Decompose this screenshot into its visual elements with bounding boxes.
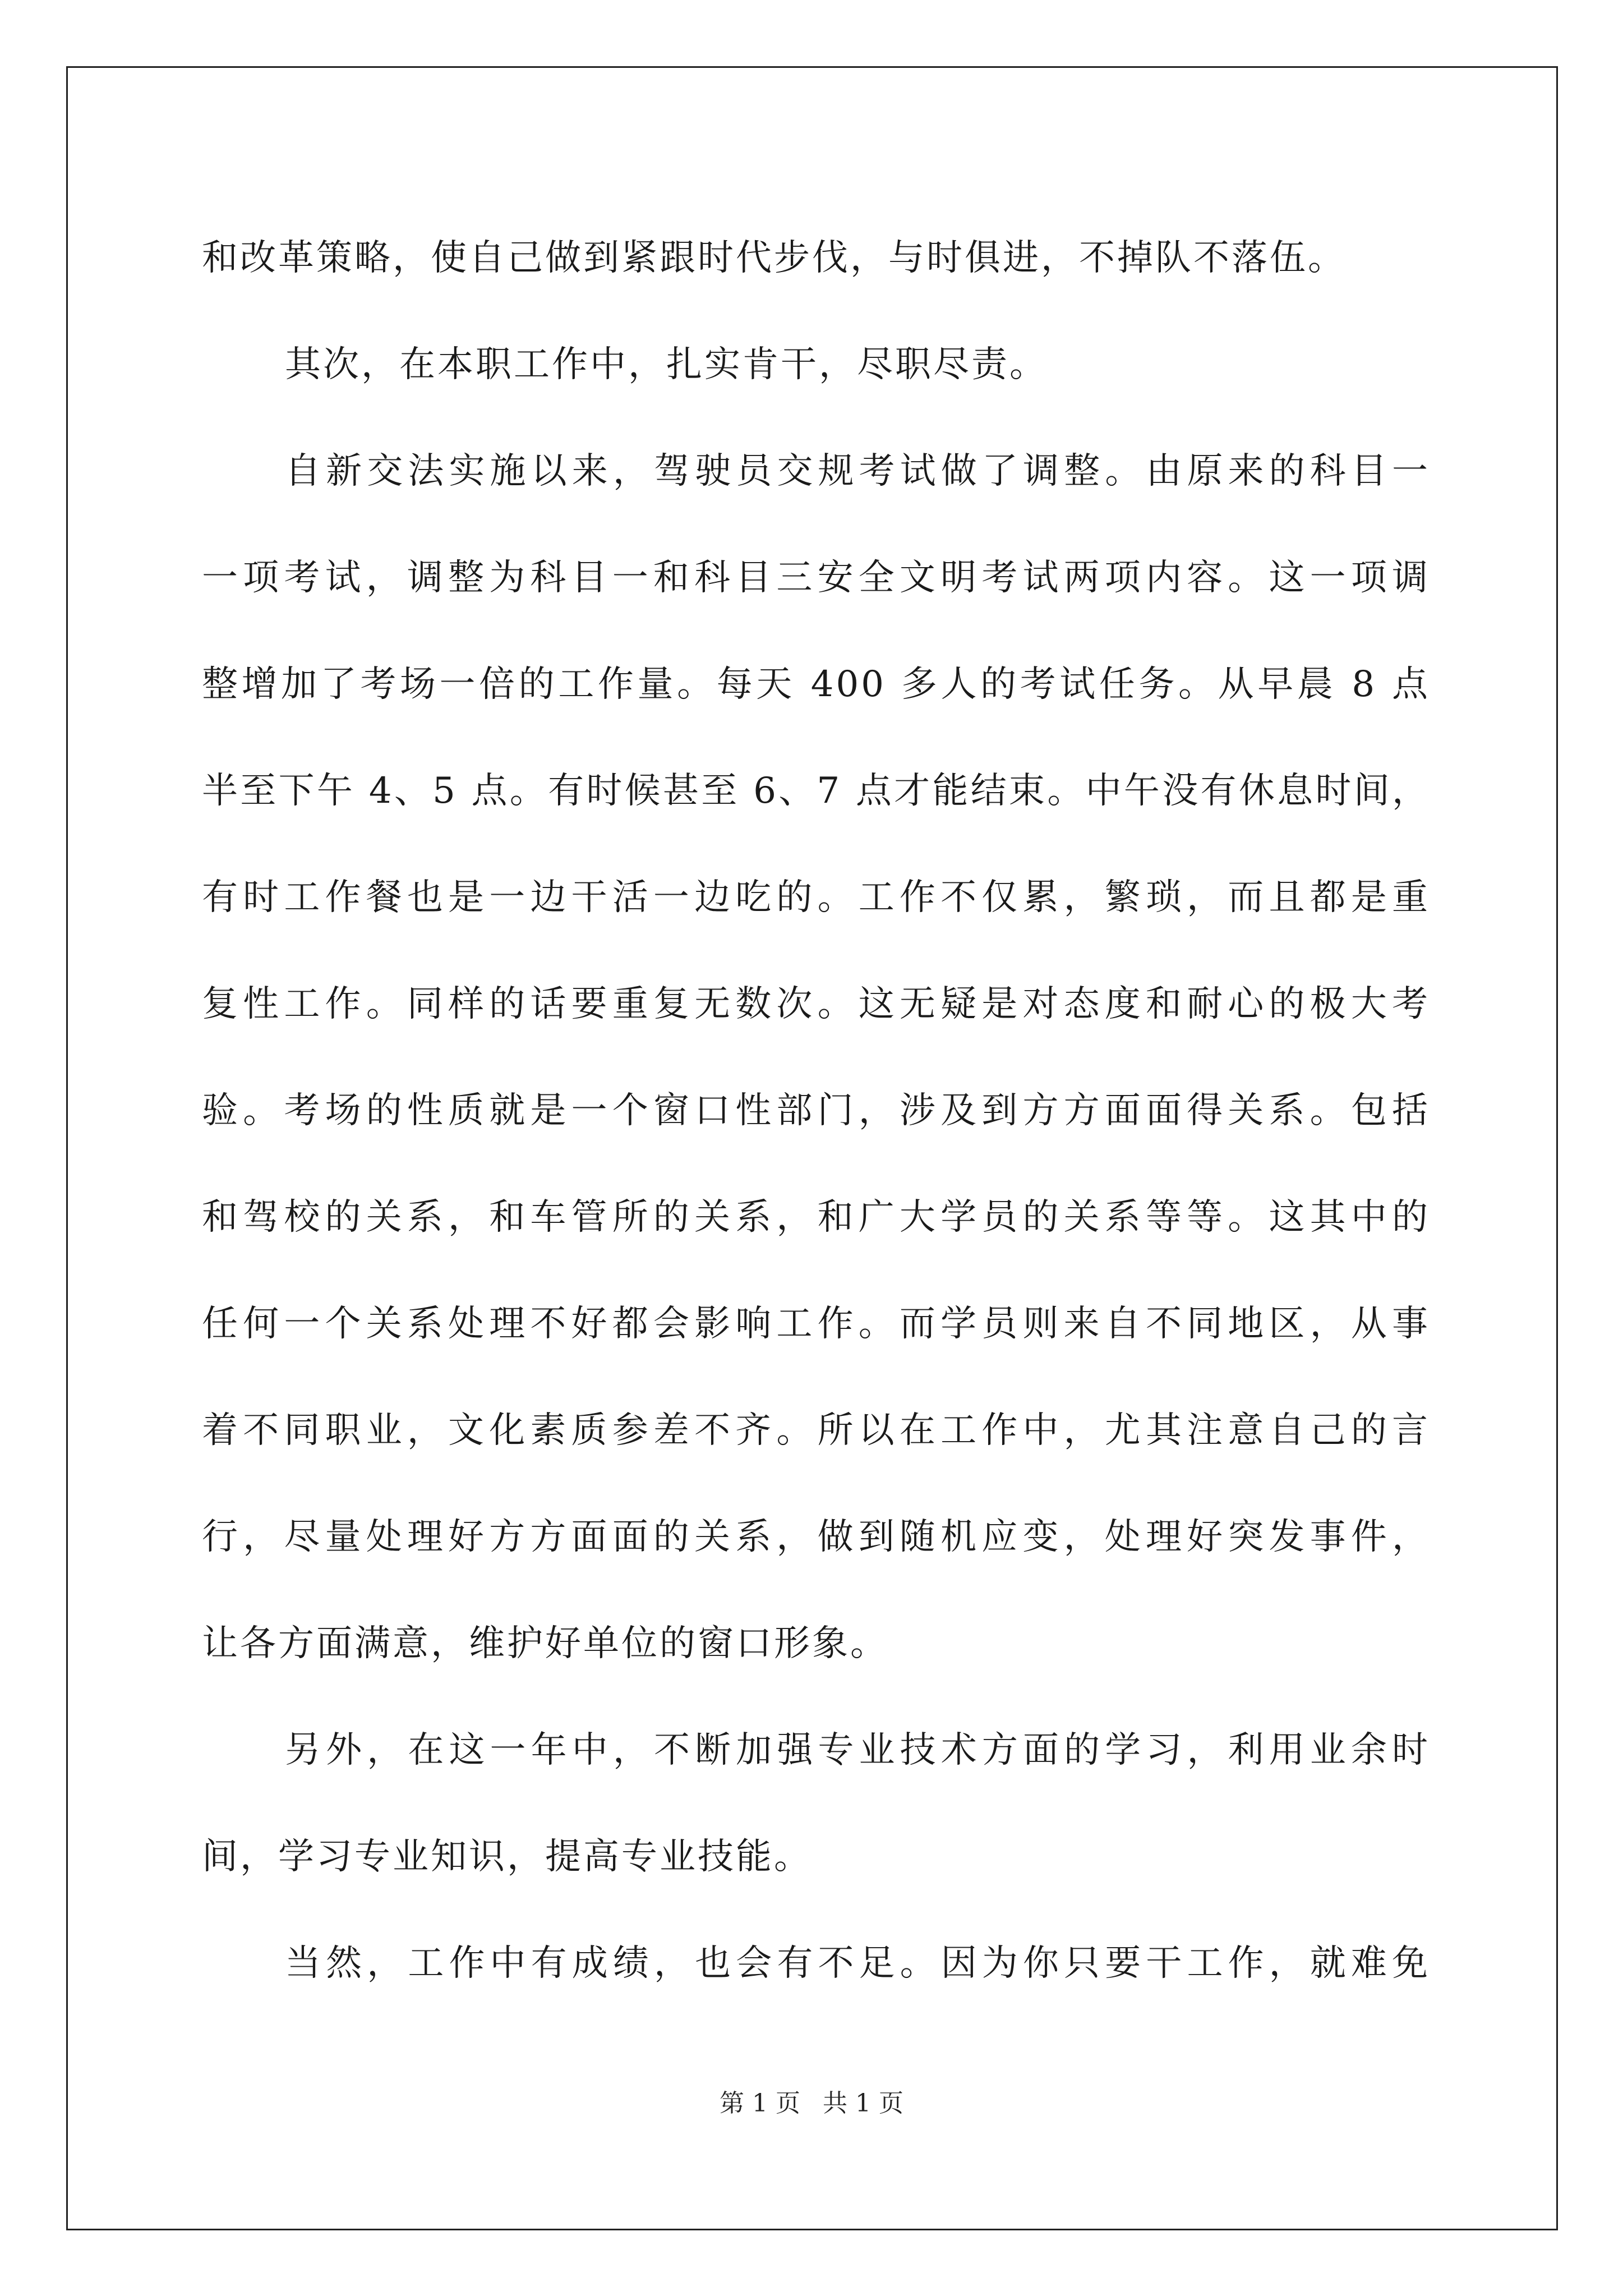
page-total: 共 1 页 <box>823 2089 903 2118</box>
text-line: 和改革策略，使自己做到紧跟时代步伐，与时俱进，不掉队不落伍。 <box>202 237 1346 279</box>
text-line: 任何一个关系处理不好都会影响工作。而学员则来自不同地区，从事 <box>202 1303 1430 1345</box>
text-line: 让各方面满意，维护好单位的窗口形象。 <box>202 1623 888 1664</box>
page-footer <box>0 2087 1623 2120</box>
text-line: 着不同职业，文化素质参差不齐。所以在工作中，尤其注意自己的言 <box>202 1410 1430 1451</box>
text-line: 其次，在本职工作中，扎实肯干，尽职尽责。 <box>285 344 1048 385</box>
text-line: 和驾校的关系，和车管所的关系，和广大学员的关系等等。这其中的 <box>202 1197 1430 1238</box>
page-number: 第 1 页 <box>720 2089 800 2118</box>
text-line: 复性工作。同样的话要重复无数次。这无疑是对态度和耐心的极大考 <box>202 983 1430 1025</box>
text-line: 间，学习专业知识，提高专业技能。 <box>202 1836 812 1878</box>
text-line: 一项考试，调整为科目一和科目三安全文明考试两项内容。这一项调 <box>202 557 1430 599</box>
text-line: 整增加了考场一倍的工作量。每天 400 多人的考试任务。从早晨 8 点 <box>202 664 1430 705</box>
text-line: 另外，在这一年中，不断加强专业技术方面的学习，利用业余时 <box>285 1729 1430 1771</box>
text-line: 有时工作餐也是一边干活一边吃的。工作不仅累，繁琐，而且都是重 <box>202 877 1430 918</box>
text-line: 自新交法实施以来，驾驶员交规考试做了调整。由原来的科目一 <box>285 450 1430 492</box>
text-line: 验。考场的性质就是一个窗口性部门，涉及到方方面面得关系。包括 <box>202 1090 1430 1131</box>
text-line: 半至下午 4、5 点。有时候甚至 6、7 点才能结束。中午没有休息时间， <box>202 770 1430 812</box>
text-line: 当然，工作中有成绩，也会有不足。因为你只要干工作，就难免 <box>285 1943 1430 1984</box>
text-line: 行，尽量处理好方方面面的关系，做到随机应变，处理好突发事件， <box>202 1516 1430 1558</box>
document-body <box>202 205 1430 2017</box>
